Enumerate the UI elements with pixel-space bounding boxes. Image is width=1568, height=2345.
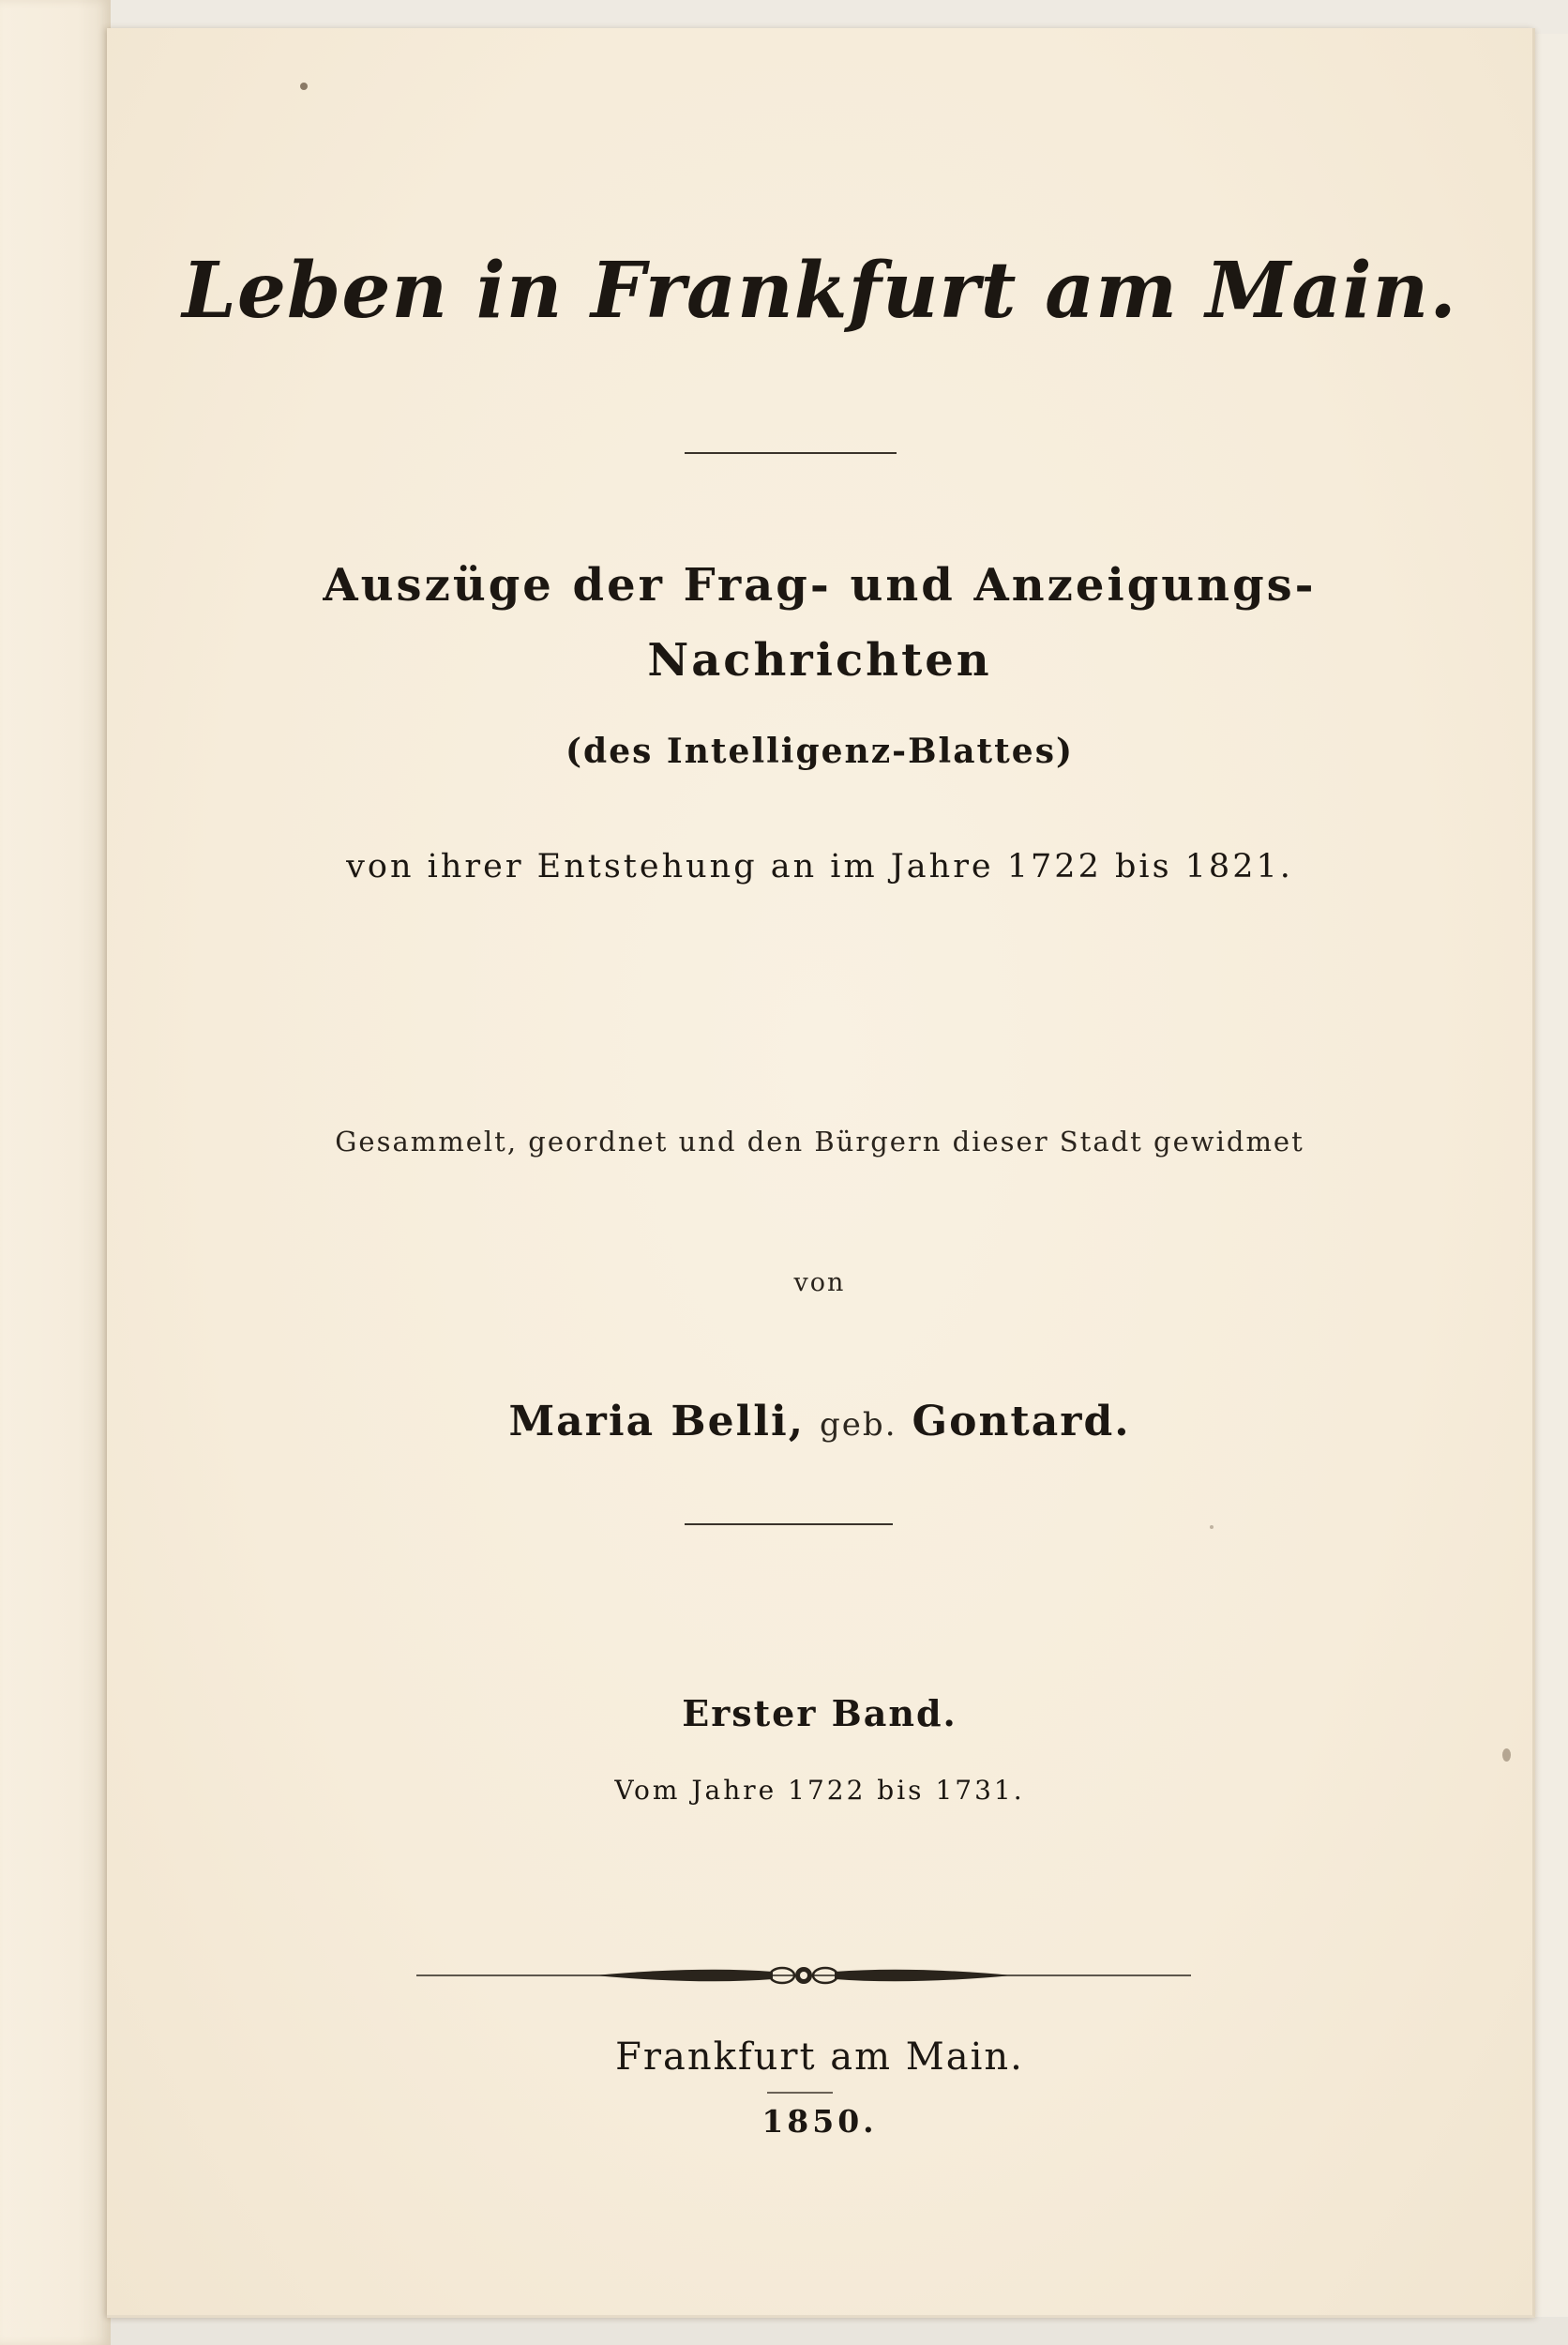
- publication-place: Frankfurt am Main.: [615, 2035, 1024, 2079]
- volume-label: Erster Band.: [682, 1692, 957, 1734]
- foxing-spot: [1210, 1525, 1214, 1529]
- dedication-line: Gesammelt, geordnet und den Bürgern dieser Stadt gewidmet: [335, 1126, 1304, 1157]
- ornamental-rule-icon: [416, 1957, 1191, 1994]
- by-line: von: [793, 1268, 846, 1297]
- backdrop-bottom: [0, 2317, 1568, 2345]
- volume-range: Vom Jahre 1722 bis 1731.: [614, 1775, 1025, 1806]
- foxing-spot: [300, 83, 308, 90]
- author-name: Maria Belli,: [508, 1398, 806, 1445]
- foxing-spot: [1502, 1748, 1511, 1762]
- source-note: (des Intelligenz-Blattes): [565, 732, 1074, 771]
- author-line: [107, 1398, 1532, 1445]
- subtitle-line-1: Auszüge der Frag- und Anzeigungs-: [323, 559, 1317, 612]
- publication-year: 1850.: [761, 2103, 878, 2140]
- author-birth-label: geb.: [820, 1406, 897, 1444]
- title-page: [107, 28, 1535, 2318]
- divider-rule-top: [685, 452, 897, 454]
- subtitle-line-2: Nachrichten: [647, 634, 992, 687]
- left-flyleaf: [0, 0, 111, 2345]
- year-overline: [767, 2092, 833, 2094]
- divider-rule-middle: [685, 1523, 893, 1525]
- book-title: Leben in Frankfurt am Main.: [182, 246, 1457, 336]
- date-range: von ihrer Entstehung an im Jahre 1722 bis 1821.: [346, 848, 1293, 885]
- author-family-name: Gontard.: [912, 1398, 1131, 1445]
